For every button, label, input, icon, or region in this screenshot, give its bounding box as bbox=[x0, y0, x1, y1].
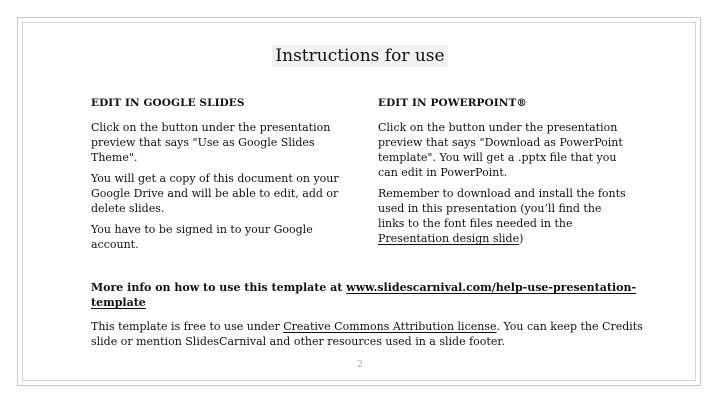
powerpoint-paragraph-1: Click on the button under the presentation preview that says "Download as PowerPoint template". You will get a .pptx file that you can edit in PowerPoint. bbox=[378, 121, 623, 179]
google-slides-paragraph-2: You will get a copy of this document on your Google Drive and will be able to edit, add or delete slides. bbox=[91, 172, 339, 215]
powerpoint-paragraph-2-end: ) bbox=[519, 232, 524, 245]
powerpoint-paragraph-2-text: Remember to download and install the fonts used in this presentation (you’ll find the links to the font files needed in the bbox=[378, 187, 626, 230]
more-info-text: More info on how to use this template at bbox=[91, 281, 347, 294]
google-slides-heading: EDIT IN GOOGLE SLIDES bbox=[91, 97, 245, 109]
slide-title-container bbox=[0, 45, 720, 67]
google-slides-paragraph-1: Click on the button under the presentation preview that says "Use as Google Slides Theme". bbox=[91, 121, 331, 164]
help-template-link[interactable]: www.slidescarnival.com/help-use-presentation-template bbox=[91, 281, 637, 309]
license-note bbox=[91, 319, 651, 349]
creative-commons-license-link[interactable]: Creative Commons Attribution license bbox=[283, 320, 497, 333]
license-text-after: . You can keep the Credits slide or mention SlidesCarnival and other resources used in a slide footer. bbox=[91, 320, 643, 348]
powerpoint-paragraph-2 bbox=[378, 186, 628, 246]
slide-title: Instructions for use bbox=[272, 45, 447, 67]
powerpoint-section bbox=[378, 96, 628, 252]
powerpoint-heading: EDIT IN POWERPOINT® bbox=[378, 97, 527, 109]
license-text-before: This template is free to use under bbox=[91, 320, 284, 333]
google-slides-section bbox=[91, 96, 341, 258]
page-number: 2 bbox=[357, 360, 363, 370]
presentation-design-slide-link[interactable]: Presentation design slide bbox=[378, 232, 520, 245]
more-info bbox=[91, 280, 651, 310]
google-slides-paragraph-3: You have to be signed in to your Google account. bbox=[91, 223, 313, 251]
